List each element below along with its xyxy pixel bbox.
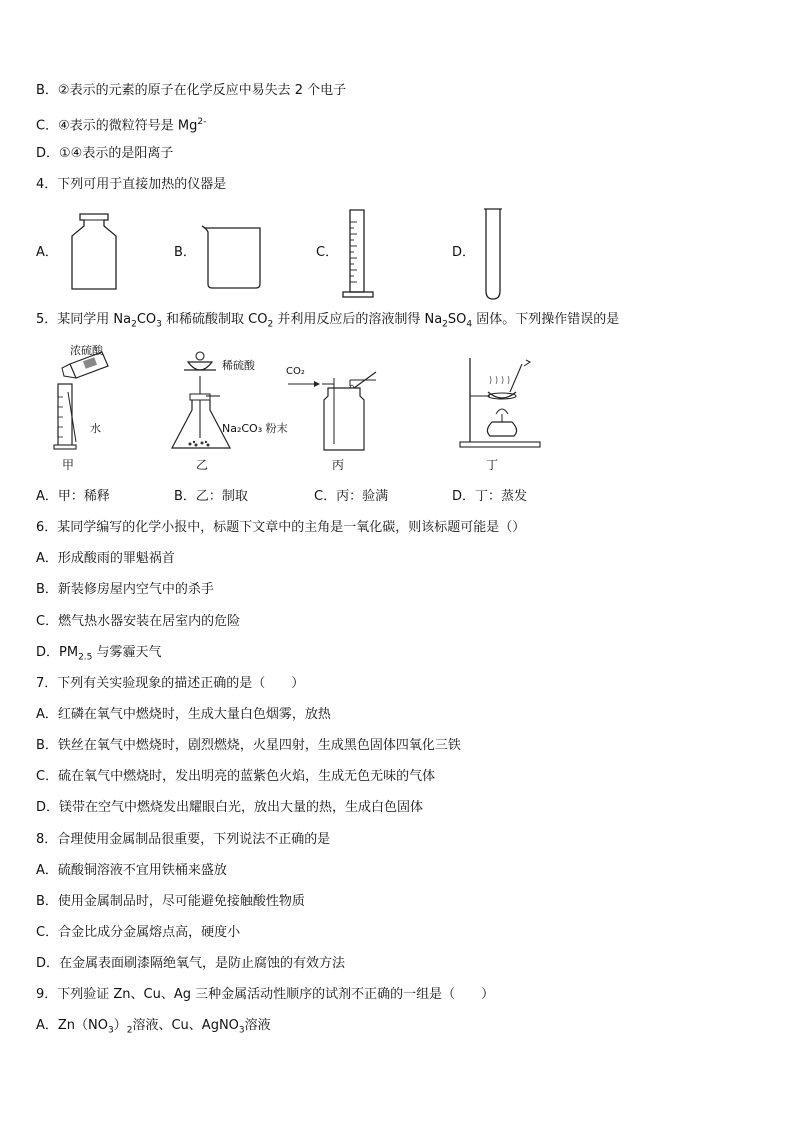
caption-bing: 丙 [332,458,345,472]
q9-stem: 9．下列验证 Zn、Cu、Ag 三种金属活动性顺序的试剂不正确的一组是（ ） [36,987,495,1002]
label-co2: CO₂ [286,366,305,377]
q6-option-c: C．燃气热水器安装在居室内的危险 [36,614,241,629]
q3-option-c: C．④表示的微粒符号是 $Mg^{2-}$ [36,117,207,134]
q9-option-a: A．$Zn(NO_3)_2$溶液、Cu、AgNO$_3$溶液 [36,1018,271,1036]
label-water: 水 [90,422,101,435]
q8-option-c: C．合金比成分金属熔点高，硬度小 [36,925,241,940]
q5-option-b: B．乙：制取 [174,489,248,504]
label-dilute-acid: 稀硫酸 [222,359,255,372]
dilution-apparatus-icon [50,342,120,450]
caption-ding: 丁 [486,458,499,472]
q7-stem: 7．下列有关实验现象的描述正确的是（ ） [36,676,305,691]
q5-option-d: D．丁：蒸发 [452,489,528,504]
q7-option-c: C．硫在氧气中燃烧时，发出明亮的蓝紫色火焰，生成无色无味的气体 [36,769,436,784]
q8-stem: 8．合理使用金属制品很重要，下列说法不正确的是 [36,832,331,847]
gas-bottle-test-icon [284,368,384,452]
test-tube-icon [482,207,504,301]
q3-option-b: B．②表示的元素的原子在化学反应中易失去 2 个电子 [36,83,347,98]
q5-stem: 5．某同学用 $Na_2CO_3$ 和稀硫酸制取 $CO_2$ 并利用反应后的溶液制得 $Na_2SO_4$ 固体。下列操作错误的是 [36,312,620,330]
q5-option-a: A．甲：稀释 [36,489,110,504]
q4-label-a: A． [36,245,58,260]
q4-label-b: B． [174,245,196,260]
q8-option-b: B．使用金属制品时，尽可能避免接触酸性物质 [36,894,305,909]
q6-option-a: A．形成酸雨的罪魁祸首 [36,551,175,566]
q6-option-d: D．$PM_{2.5}$ 与雾霾天气 [36,645,162,663]
q6-stem: 6．某同学编写的化学小报中，标题下文章中的主角是一氧化碳，则该标题可能是（） [36,520,526,535]
q5-option-c: C．丙：验满 [314,489,389,504]
q4-label-d: D． [452,245,476,260]
q3-option-d: D．①④表示的是阳离子 [36,146,174,161]
q7-option-d: D．镁带在空气中燃烧发出耀眼白光，放出大量的热，生成白色固体 [36,800,424,815]
beaker-icon [200,222,266,290]
q4-label-c: C． [316,245,339,260]
label-sodium-carbonate: Na₂CO₃ 粉末 [222,422,288,435]
q8-option-d: D．在金属表面刷漆隔绝氧气，是防止腐蚀的有效方法 [36,956,346,971]
evaporation-apparatus-icon [456,356,546,450]
q4-stem: 4．下列可用于直接加热的仪器是 [36,177,227,192]
q8-option-a: A．硫酸铜溶液不宜用铁桶来盛放 [36,863,227,878]
q7-option-a: A．红磷在氧气中燃烧时，生成大量白色烟雾，放热 [36,707,331,722]
caption-jia: 甲 [62,458,75,472]
bottle-icon [66,212,122,292]
graduated-cylinder-icon [340,208,380,300]
q6-option-b: B．新装修房屋内空气中的杀手 [36,582,214,597]
caption-yi: 乙 [196,458,209,472]
q7-option-b: B．铁丝在氧气中燃烧时，剧烈燃烧，火星四射，生成黑色固体四氧化三铁 [36,738,461,753]
label-concentrated-acid: 浓硫酸 [70,344,103,357]
